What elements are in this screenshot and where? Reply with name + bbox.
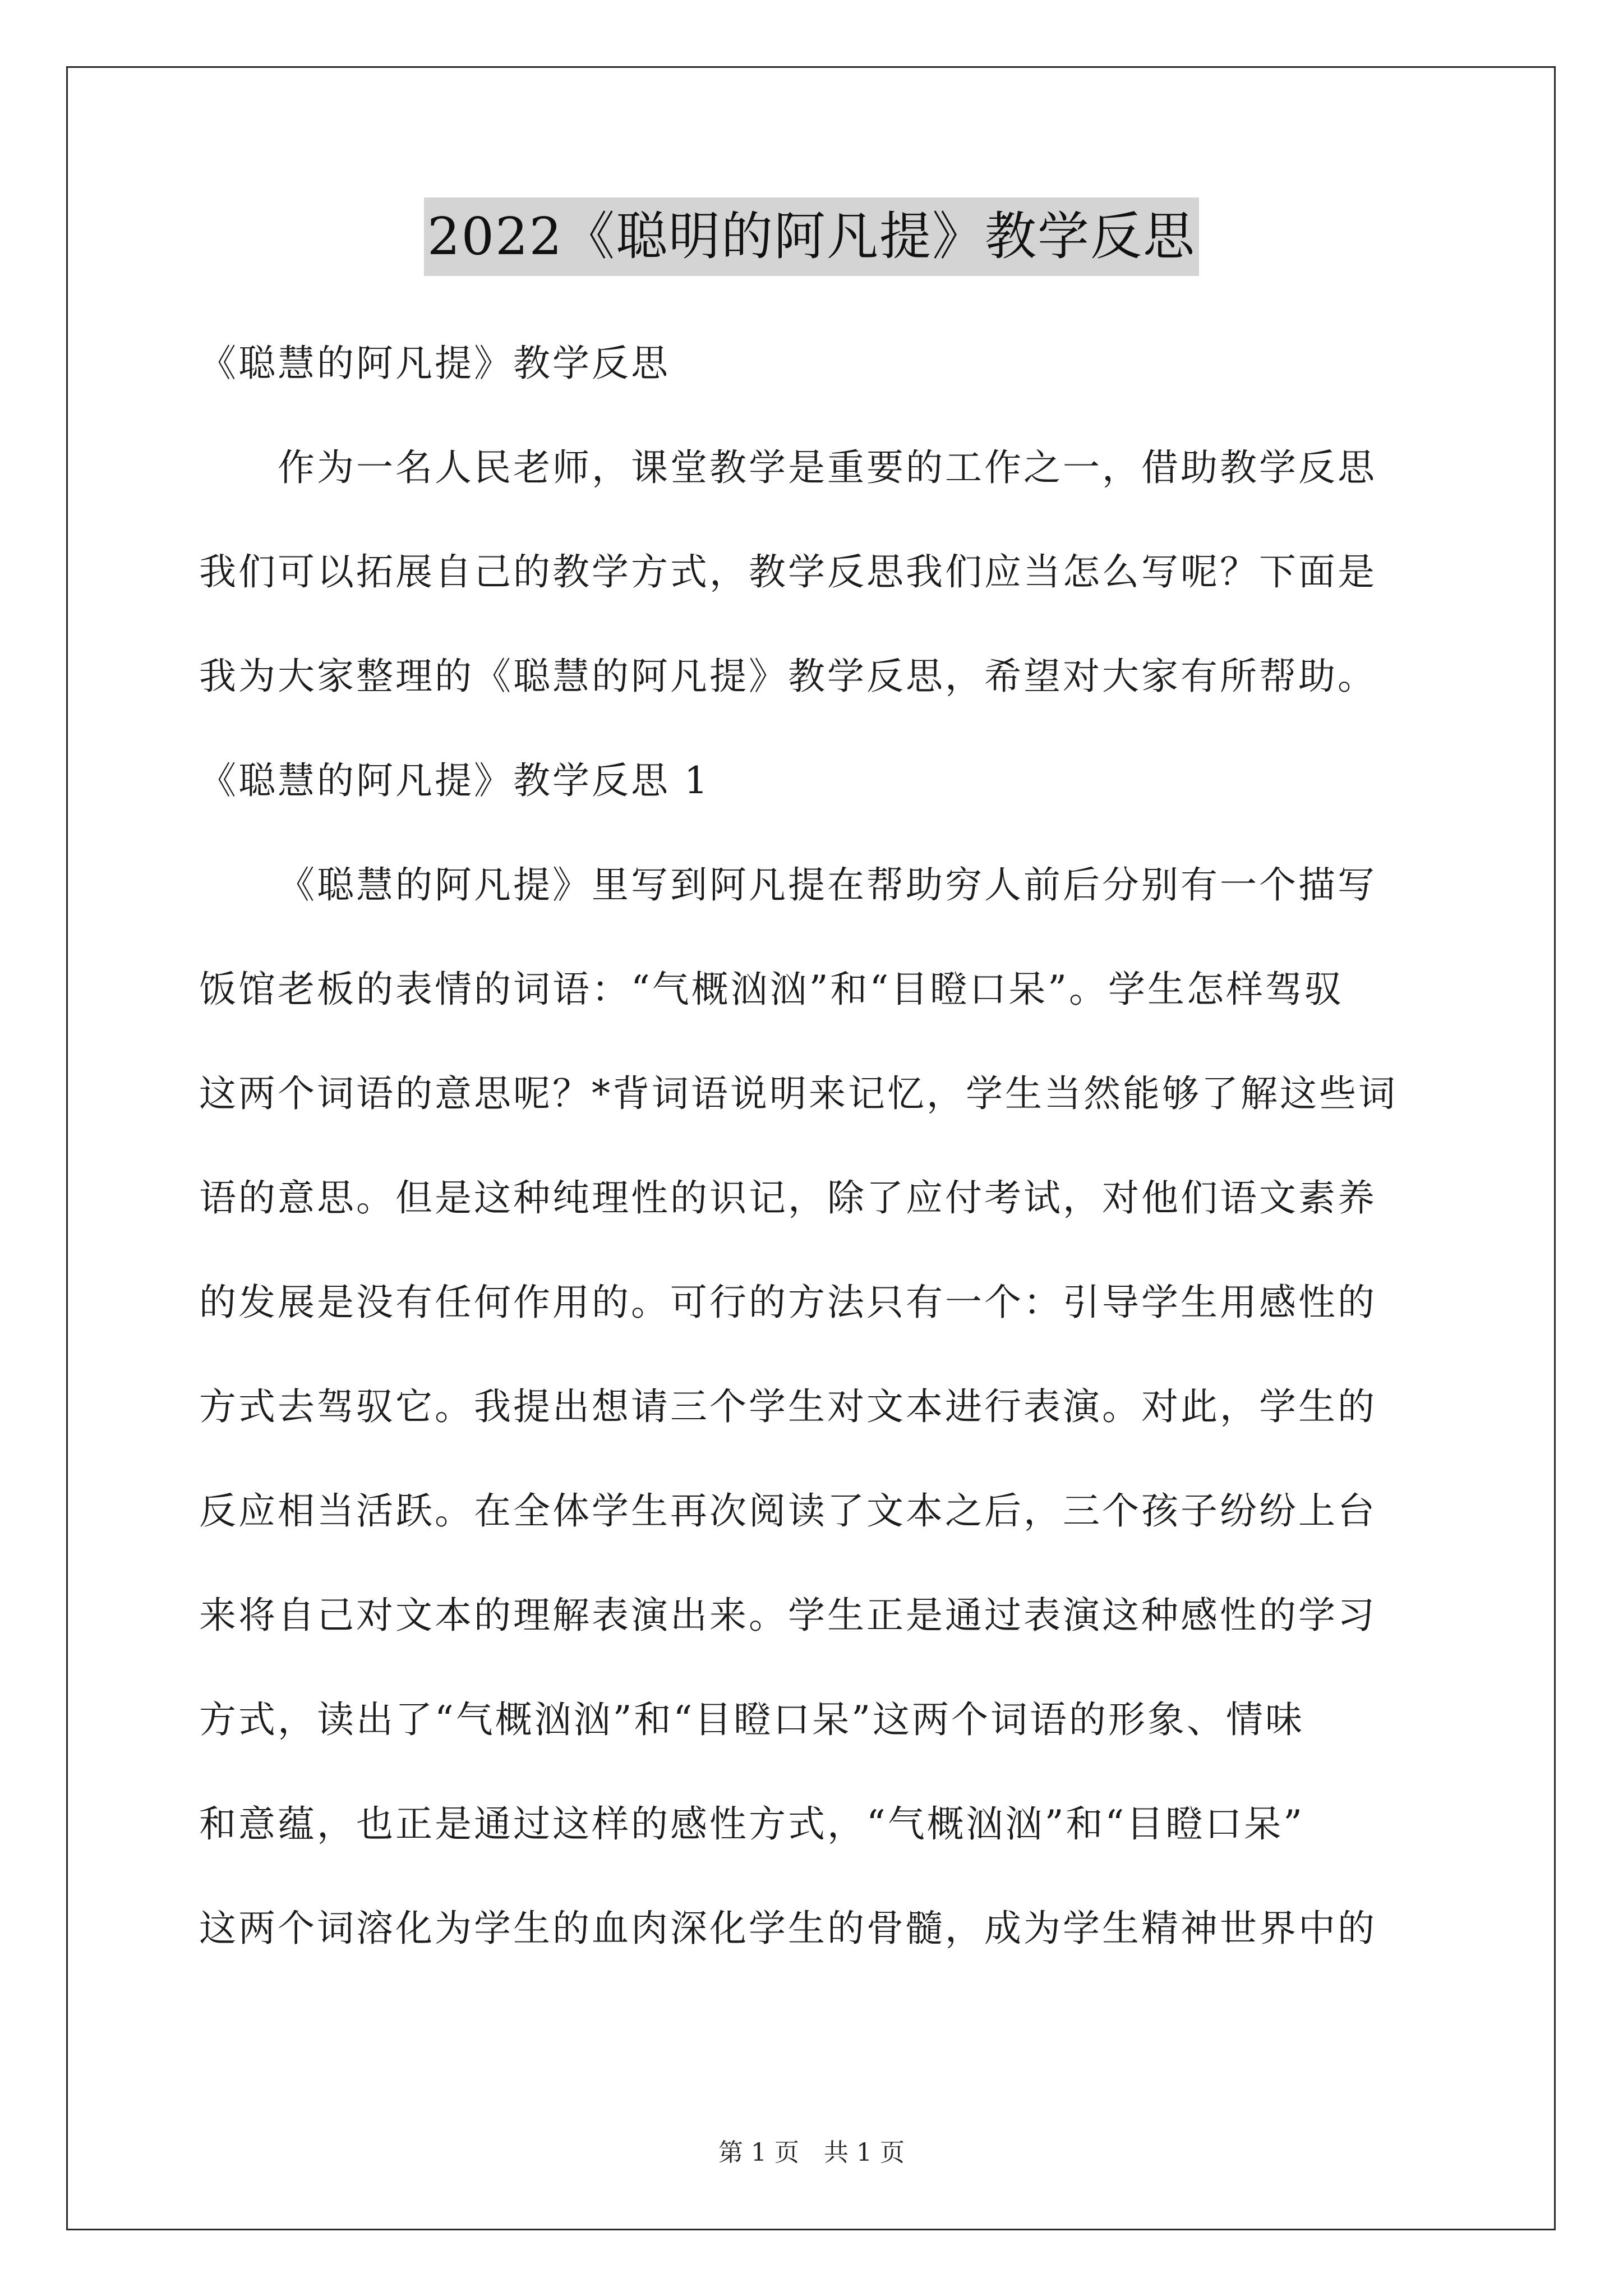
- text-line: 的发展是没有任何作用的。可行的方法只有一个：引导学生用感性的: [199, 1281, 1377, 1324]
- text-line: 和意蕴，也正是通过这样的感性方式，“气概汹汹”和“目瞪口呆”: [199, 1802, 1304, 1846]
- text-line: 来将自己对文本的理解表演出来。学生正是通过表演这种感性的学习: [199, 1594, 1377, 1637]
- text-line: 我们可以拓展自己的教学方式，教学反思我们应当怎么写呢？下面是: [199, 550, 1377, 593]
- text-line: 这两个词语的意思呢？*背词语说明来记忆，学生当然能够了解这些词: [199, 1072, 1398, 1115]
- text-line: 饭馆老板的表情的词语：“气概汹汹”和“目瞪口呆”。学生怎样驾驭: [199, 968, 1344, 1011]
- text-line: 反应相当活跃。在全体学生再次阅读了文本之后，三个孩子纷纷上台: [199, 1489, 1377, 1533]
- text-line: 《聪慧的阿凡提》教学反思: [199, 342, 670, 385]
- text-line: 方式，读出了“气概汹汹”和“目瞪口呆”这两个词语的形象、情味: [199, 1698, 1304, 1741]
- text-line: 这两个词溶化为学生的血肉深化学生的骨髓，成为学生精神世界中的: [199, 1907, 1377, 1950]
- text-line: 作为一名人民老师，课堂教学是重要的工作之一，借助教学反思: [278, 446, 1377, 489]
- text-line: 语的意思。但是这种纯理性的识记，除了应付考试，对他们语文素养: [199, 1176, 1377, 1220]
- text-line: 方式去驾驭它。我提出想请三个学生对文本进行表演。对此，学生的: [199, 1385, 1377, 1428]
- page-footer: 第 1 页 共 1 页: [718, 2138, 905, 2167]
- text-line: 《聪慧的阿凡提》里写到阿凡提在帮助穷人前后分别有一个描写: [278, 863, 1377, 907]
- document-body: [199, 311, 1427, 1981]
- title-container: [0, 197, 1623, 276]
- document-title: 2022《聪明的阿凡提》教学反思: [424, 197, 1199, 276]
- text-line: 我为大家整理的《聪慧的阿凡提》教学反思，希望对大家有所帮助。: [199, 655, 1377, 698]
- text-line: 《聪慧的阿凡提》教学反思 1: [199, 759, 710, 802]
